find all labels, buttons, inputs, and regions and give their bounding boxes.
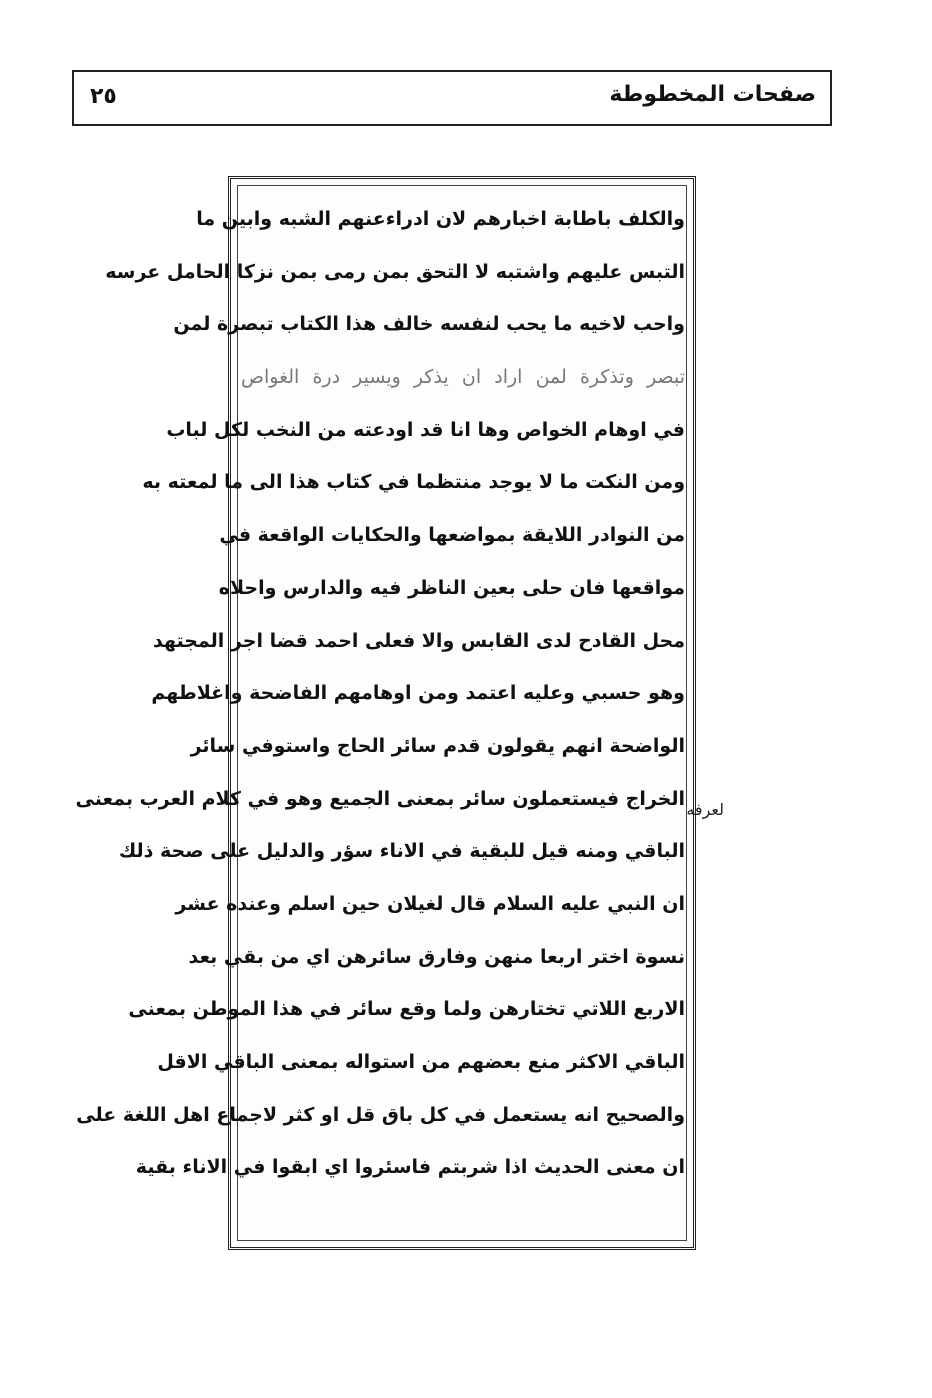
margin-note: لعرفه xyxy=(686,800,724,819)
manuscript-line: نسوة اختر اربعا منهن وفارق سائرهن اي من بقي بعد xyxy=(188,945,685,968)
manuscript-line: ان معنى الحديث اذا شربتم فاسئروا اي ابقوا في الاناء بقية xyxy=(135,1156,685,1179)
manuscript-line: وهو حسبي وعليه اعتمد ومن اوهامهم الفاضحة واغلاطهم xyxy=(151,682,685,705)
manuscript-line: مواقعها فان حلى بعين الناظر فيه والدارس واحلاه xyxy=(218,576,685,599)
manuscript-line: محل القادح لدى القابس والا فعلى احمد قضا اجر المجتهد xyxy=(152,629,685,652)
manuscript-line: الواضحة انهم يقولون قدم سائر الحاج واستوفي سائر xyxy=(190,734,685,757)
manuscript-text xyxy=(75,193,685,1194)
page-number: ٢٥ xyxy=(90,84,117,109)
manuscript-line: والصحيح انه يستعمل في كل باق قل او كثر لاجماع اهل اللغة على xyxy=(76,1103,685,1126)
manuscript-line: الاربع اللاتي تختارهن ولما وقع سائر في هذا الموطن بمعنى xyxy=(128,998,685,1021)
manuscript-line: من النوادر اللايقة بمواضعها والحكايات الواقعة في xyxy=(219,524,685,547)
manuscript-line: واحب لاخيه ما يحب لنفسه خالف هذا الكتاب تبصرة لمن xyxy=(173,313,685,336)
manuscript-line: والكلف باطابة اخبارهم لان ادراءعنهم الشبه وابين ما xyxy=(196,208,685,230)
page-header xyxy=(72,70,832,126)
manuscript-line: ان النبي عليه السلام قال لغيلان حين اسلم وعنده عشر xyxy=(175,892,685,915)
manuscript-line: ومن النكت ما لا يوجد منتظما في كتاب هذا الى ما لمعته به xyxy=(142,471,685,494)
manuscript-line: الباقي الاكثر منع بعضهم من استواله بمعنى الباقي الاقل xyxy=(157,1051,685,1073)
manuscript-image-frame xyxy=(75,176,696,1250)
manuscript-line: الباقي ومنه قيل للبقية في الاناء سؤر والدليل على صحة ذلك xyxy=(118,840,685,863)
manuscript-line: الخراج فيستعملون سائر بمعنى الجميع وهو في كلام العرب بمعنى xyxy=(75,787,685,810)
manuscript-line: تبصر وتذكرة لمن اراد ان يذكر ويسير درة الغواص xyxy=(241,366,685,389)
manuscript-line: التبس عليهم واشتبه لا التحق بمن رمى بمن نزكا الحامل عرسه xyxy=(105,260,685,283)
manuscript-line: في اوهام الخواص وها انا قد اودعته من النخب لكل لباب xyxy=(166,418,685,441)
page-title: صفحات المخطوطة xyxy=(609,82,816,107)
